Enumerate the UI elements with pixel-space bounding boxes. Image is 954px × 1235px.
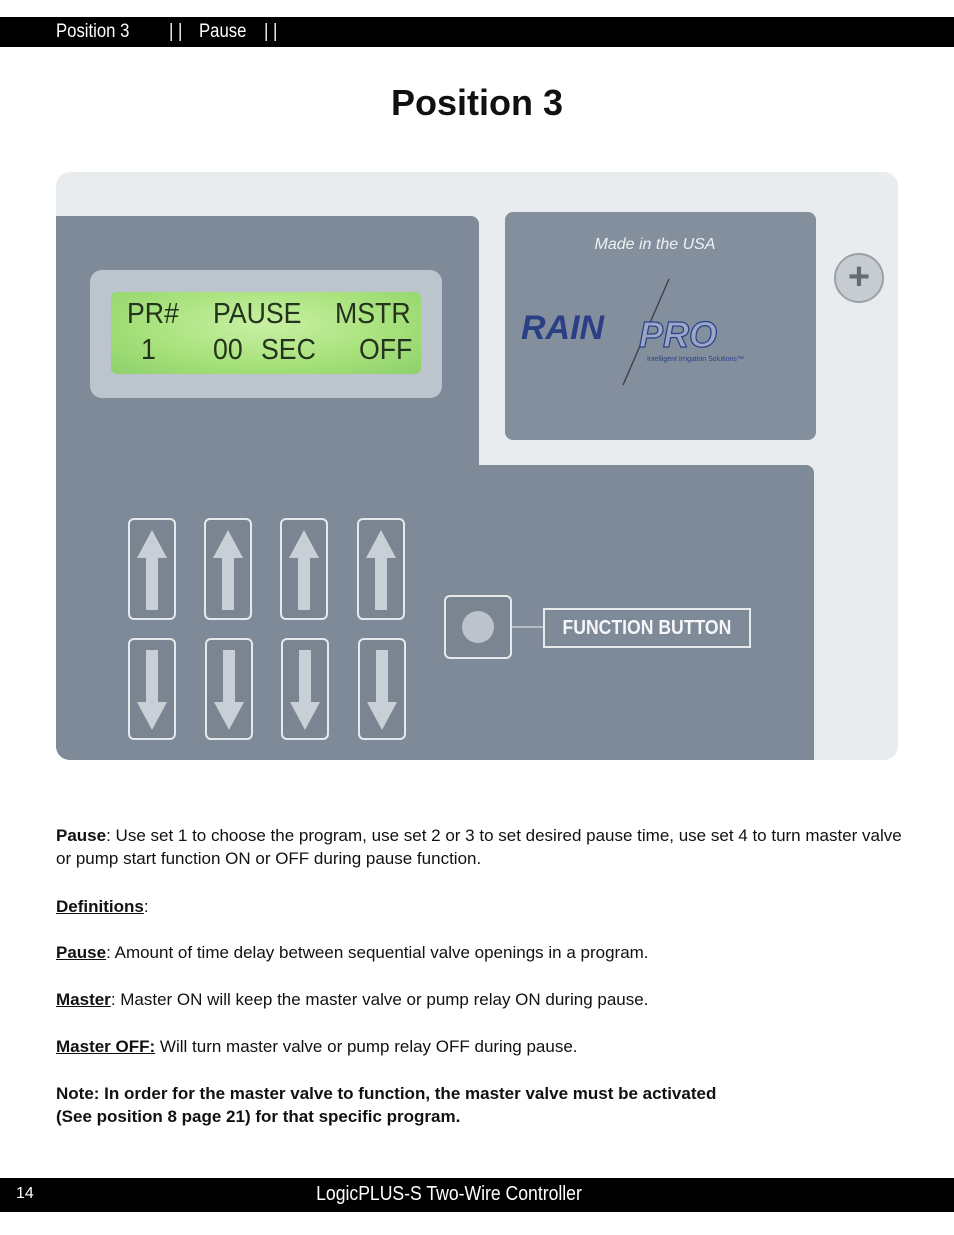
- lcd-label-pause: PAUSE: [213, 298, 302, 330]
- lcd-value-pause: 00: [213, 334, 243, 366]
- page-number: 14: [16, 1185, 34, 1202]
- lcd-value-program: 1: [141, 334, 156, 366]
- logo-pro-text: PRO: [639, 314, 718, 355]
- note-line-2: (See position 8 page 21) for that specific program.: [56, 1107, 461, 1126]
- definitions-label: Definitions: [56, 897, 144, 916]
- arrow-down-icon: [136, 648, 168, 732]
- definition-master: [56, 988, 906, 1011]
- controller-figure: [56, 172, 898, 760]
- arrow-down-icon: [366, 648, 398, 732]
- pause-label: Pause: [56, 826, 107, 845]
- arrow-up-icon: [288, 528, 320, 612]
- page-title: Position 3: [390, 82, 564, 123]
- lcd-label-master: MSTR: [335, 298, 411, 330]
- definition-master-off: [56, 1035, 906, 1058]
- note: [56, 1082, 906, 1128]
- plus-knob-icon: +: [834, 253, 884, 303]
- lcd-frame: [90, 270, 442, 398]
- set4-up-button[interactable]: [357, 518, 405, 620]
- def-pause-label: Pause: [56, 943, 107, 962]
- header-section: Position 3: [56, 21, 130, 42]
- definition-pause: [56, 941, 906, 964]
- pause-text: : Use set 1 to choose the program, use set 2 or 3 to set desired pause time, use set 4 to turn master valve or pump start function ON or OFF during pause function.: [56, 826, 902, 868]
- def-master-text: : Master ON will keep the master valve or pump relay ON during pause.: [110, 990, 649, 1009]
- set2-up-button[interactable]: [204, 518, 252, 620]
- made-in-label: Made in the USA: [594, 236, 716, 253]
- set2-down-button[interactable]: [205, 638, 253, 740]
- set1-up-button[interactable]: [128, 518, 176, 620]
- set3-up-button[interactable]: [280, 518, 328, 620]
- footer-product-title: LogicPLUS-S Two-Wire Controller: [316, 1183, 582, 1205]
- def-master-off-label: Master OFF:: [56, 1037, 156, 1056]
- set3-down-button[interactable]: [281, 638, 329, 740]
- brand-plate: [505, 212, 816, 440]
- rainpro-logo: [519, 277, 809, 397]
- pause-instruction: [56, 824, 906, 870]
- header-topic: Pause: [199, 21, 247, 42]
- arrow-up-icon: [212, 528, 244, 612]
- def-master-off-text: Will turn master valve or pump relay OFF during pause.: [155, 1037, 578, 1056]
- arrow-down-icon: [213, 648, 245, 732]
- lcd-value-master: OFF: [359, 334, 413, 366]
- logo-tagline: Intelligent Irrigation Solutions™: [647, 356, 744, 363]
- definitions-heading: [56, 895, 906, 918]
- function-button-label: FUNCTION BUTTON: [543, 608, 751, 648]
- note-line-1: Note: In order for the master valve to function, the master valve must be activated: [56, 1084, 717, 1103]
- header-separator: | |: [169, 21, 183, 42]
- def-master-label: Master: [56, 990, 111, 1009]
- lcd-label-program: PR#: [127, 298, 179, 330]
- header-bar: [0, 17, 954, 47]
- function-button-dot-icon: [462, 611, 494, 643]
- logo-rain-text: RAIN: [521, 309, 605, 347]
- definitions-colon: :: [143, 897, 149, 916]
- arrow-down-icon: [289, 648, 321, 732]
- set4-down-button[interactable]: [358, 638, 406, 740]
- def-pause-text: : Amount of time delay between sequential valve openings in a program.: [106, 943, 649, 962]
- lcd-value-unit: SEC: [261, 334, 316, 366]
- footer-bar: [0, 1178, 954, 1212]
- lcd-display: [111, 292, 421, 374]
- header-separator: | |: [264, 21, 278, 42]
- function-button[interactable]: [444, 595, 512, 659]
- set1-down-button[interactable]: [128, 638, 176, 740]
- arrow-up-icon: [136, 528, 168, 612]
- arrow-up-icon: [365, 528, 397, 612]
- function-connector-line: [512, 626, 544, 628]
